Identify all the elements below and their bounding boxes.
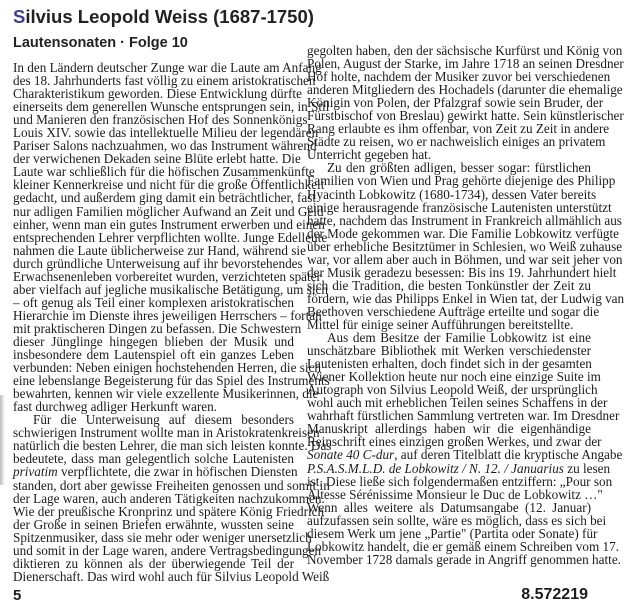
text-segment: , auf deren Titelblatt die kryptische Angabe [394,447,623,463]
text-line: Erwachsenenleben vorbereitet wurden, verzichteten später [13,268,321,284]
text-line: des 18. Jahrhunderts fast völlig zu einem aristokratischen [13,73,316,89]
text-line: diktieren zu können als der überwiegende Teil der [13,555,294,571]
text-line [13,464,298,480]
text-line: war, vor allem aber auch in Böhmen, und war seit jeher von [307,251,623,267]
text-line: einher, wenn man ein gutes Instrument erwerben und einen [13,216,325,232]
title-text: ilvius Leopold Weiss (1687-1750) [25,6,314,27]
text-line: Wenn alles weitere als Datumsangabe (12. Januar) [307,499,591,515]
text-line: Aus dem Besitze der Familie Lobkowitz ist eine [327,330,591,346]
text-line: über erhebliche Besitztümer in Schlesien, wo Weiß zuhause [307,238,623,254]
text-line: Autograph von Silvius Leopold Weiß, der ursprünglich [307,382,598,398]
text-line: fast durchweg adliger Herkunft waren. [13,399,217,415]
text-line: Familien von Wien und Prag gehörte diejenige des Philipp [307,173,616,189]
text-line: bewahrten, kennen wir viele exzellente Musikerinnen, die [13,386,319,402]
text-line: Für die Unterweisung auf diesem besonders [33,412,294,428]
text-line: der Große in seinen Briefen erwähnte, wussten seine [13,516,294,532]
text-line: Königin von Polen, der Pfalzgraf sowie sein Bruder, der [307,95,604,111]
text-line: Fürstbischof von Breslau) gewirkt hatte. Sein künstlerischer [307,108,624,124]
text-line: unschätzbare Bibliothek mit Werken verschiedenster [307,343,591,359]
text-line: mit praktischeren Dingen zu befassen. Die Schwestern [13,320,302,336]
text-line: Spitzenmusiker, dass sie mehr oder weniger unersetzlich [13,529,312,545]
page-number: 5 [13,587,22,604]
text-column-left [13,60,332,584]
binding-shadow [0,395,5,485]
text-line: Charakteristikum geworden. Diese Entwicklung dürfte [13,86,302,102]
text-line: Mittel für einige seiner Aufführungen bereitstellte. [307,316,574,332]
text-line: Rang erlaubte es ihm offenbar, von Zeit zu Zeit in andere [307,121,610,137]
text-column-right [307,43,624,567]
title-initial: S [13,6,26,27]
text-line: kleiner Kennerkreise und nicht für die große Öffentlichkeit [13,177,325,193]
text-line: diesem Werk um jene „Partie" (Partita oder Sonate) für [307,525,598,541]
text-line: eine lebenslange Begeisterung für das Spiel des Instruments [13,373,330,389]
text-line: und somit in der Lage waren, andere Vertragsbedingungen [13,542,322,558]
text-line: November 1728 damals gerade in Angriff genommen hatte. [307,551,621,567]
text-line: Wie der preußische Kronprinz und spätere König Friedrich [13,503,325,519]
text-line: einerseits dem generellen Wunsche entsprungen sein, in Stil [13,99,330,115]
text-line: Laute war schließlich für die höfischen Zusammenkünfte [13,164,315,180]
text-line: Dienerschaft. Das wird wohl auch für Silvius Leopold Weiß [13,568,330,584]
text-line: nahmen die Laute üblicherweise zur Hand, während sie [13,242,306,258]
text-line: In den Ländern deutscher Zunge war die Laute am Anfang [13,60,322,75]
text-segment: zu lesen [563,460,611,476]
text-line: Louis XIV. sowie das intellektuelle Milieu der legendären [13,125,319,141]
text-line: ist. Diese ließe sich folgendermaßen entziffern: „Pour son [307,473,613,489]
text-line: gedacht, und außerdem ging damit ein beträchtlicher, fast [13,190,317,206]
text-line: Altesse Sérénissime Monsieur le Duc de Lobkowitz …" [307,486,603,502]
text-line: und Manieren den französischen Hof des Sonnenkönigs [13,112,308,128]
text-line: Pariser Salons nachzuahmen, wo das Instrument während [13,138,317,154]
text-line: dieser Jünglinge hingegen blieben der Musik und [13,333,294,349]
text-line: Lautenisten erhalten, doch findet sich in der gesamten [307,356,592,372]
text-line: wahrhaft fürstlichen Sammlung vertreten war. Im Dresdner [307,408,620,424]
text-line: entsprechenden Lehrer verpflichten wollte. Junge Edelleute [13,229,328,245]
text-line: natürlich die besten Lehrer, die man sich leisten konnte. Das [13,438,332,454]
text-line: Zu den größten adligen, besser sogar: fürstlichen [327,160,591,176]
text-line: gegolten haben, den der sächsische Kurfürst und König von [307,43,623,58]
text-line: Manuskript allerdings haben wir die eigenhändige [307,421,591,437]
text-line: nur adligen Familien möglicher Aufwand an Zeit und Geld [13,203,324,219]
text-line: der Musik geradezu besessen: Bis ins 19. Jahrhundert hielt [307,264,617,280]
text-line: verbunden: Neben einigen hochstehenden Herren, die sich [13,360,321,376]
text-line: fördern, wie das Philipps Enkel in Wien tat, der Ludwig van [307,290,624,306]
text-line: der Mode gekommen war. Die Familie Lobkowitz verfügte [307,225,620,241]
text-line: Städte zu reisen, wo er nachweislich einiges an privatem [307,134,606,150]
catalog-number: 8.572219 [521,586,588,603]
italic-text: P.S.A.S.M.L.D. de Lobkowitz / N. 12. / Januarius [307,460,564,476]
text-line [307,460,611,476]
text-line: sich die Tradition, die besten Tonkünstler der Zeit zu [307,277,591,293]
text-line: standen, dort aber gewisse Freiheiten genossen und somit in [13,477,330,493]
text-line: Lobkowitz handelt, die er gemäß einem Schreiben vom 17. [307,538,620,554]
text-line: schwierigen Instrument wollte man in Aristokratenkreisen [13,425,320,441]
page-title [13,6,314,28]
text-line: der verwichenen Dekaden seine Blüte erlebt hatte. Die [13,151,301,167]
text-line: insbesondere dem Lautenspiel oft ein ganzes Leben [13,347,294,363]
text-line: durch gründliche Unterweisung auf ihr bevorstehendes [13,255,303,271]
page-subtitle: Lautensonaten · Folge 10 [13,35,188,51]
text-line: bedeutete, dass man gelegentlich solche Lautenisten [13,451,294,467]
text-line: wohl auch mit erheblichen Teilen seines Schaffens in der [307,395,608,411]
italic-text: privatim [13,464,58,480]
text-line: Hierarchie im Dienste ihres jeweiligen Herrschers – fortan [13,307,322,323]
text-line: einige herausragende französische Lautenisten unterstützt [307,199,612,215]
text-line: Reinschrift eines einzigen großen Werkes, und zwar der [307,434,602,450]
text-line: – oft genug als Teil einer komplexen aristokratischen [13,294,294,310]
italic-text: Sonate 40 C-dur [307,447,395,463]
text-segment: verpflichtete, die zwar in höfischen Diensten [57,464,298,480]
text-line: Polen, August der Starke, im Jahre 1718 an seinen Dresdner [307,56,624,72]
text-line: Hyacinth Lobkowitz (1680-1734), dessen Vater bereits [307,186,597,202]
text-line: Beethoven verschiedene Aufträge erteilte und sogar die [307,303,600,319]
text-line: der Lage waren, auch anderen Tätigkeiten nachzukommen. [13,490,325,506]
text-line: aufzufassen sein sollte, wäre es möglich, dass es sich bei [307,512,607,528]
text-line: Hof holte, nachdem der Musiker zuvor bei verschiedenen [307,69,611,85]
text-line: anderen Mitgliedern des Hochadels (darunter die ehemalige [307,82,623,98]
text-line: aber vielfach auf jegliche musikalische Betätigung, um sich [13,281,328,297]
text-line: Wiener Kollektion heute nur noch eine einzige Suite im [307,369,601,385]
text-line: Unterricht gegeben hat. [307,147,432,163]
text-line: hatte, nachdem das Instrument in Frankreich allmählich aus [307,212,622,228]
